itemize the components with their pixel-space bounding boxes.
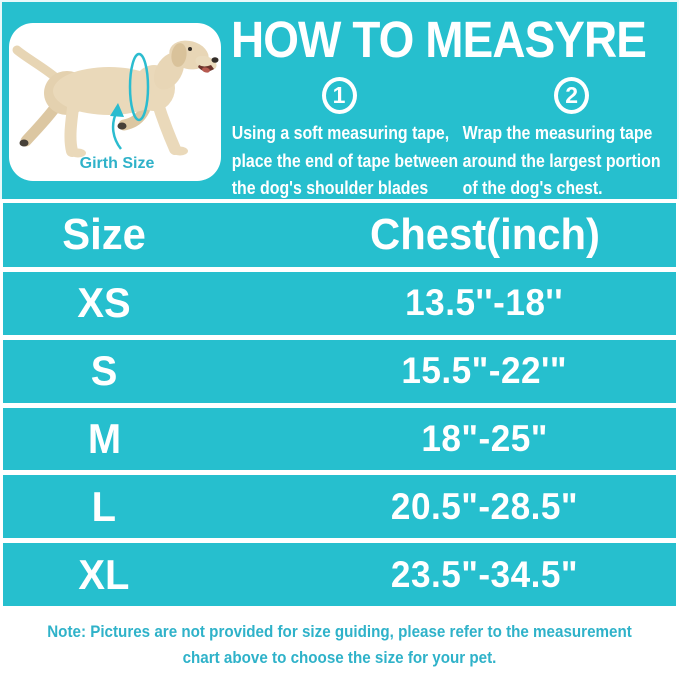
dog-tail [17,50,55,77]
size-cell: S [90,347,118,395]
dog-near-front-leg [157,101,175,149]
dog-near-hind-leg [70,108,73,151]
size-cell: XL [78,550,130,598]
size-cell: M [87,415,121,463]
table-row-l [3,470,676,538]
step-1-line: place the end of tape between [231,149,459,171]
table-header-row [3,203,676,267]
step-2-text [448,119,661,202]
step-1-line: the dog's shoulder blades [231,177,429,198]
note-section [0,606,679,673]
chest-cell: 15.5"-22'" [401,350,568,392]
column-header-size: Size [62,210,146,260]
size-cell: XS [77,279,131,327]
page-title: HOW TO MEASYRE [231,11,646,68]
step-1-line: Using a soft measuring tape, [231,122,450,143]
chest-cell: 20.5"-28.5" [390,485,579,527]
step-1-number: 1 [332,82,346,108]
note-line-2: chart above to choose the size for your pet. [182,649,497,667]
column-header-chest: Chest(inch) [369,210,600,260]
dog-nose [212,57,219,63]
dog-photo-card [9,23,221,181]
dog-far-hind-leg [26,105,57,141]
table-row-xl [3,538,676,606]
step-1 [230,77,459,202]
dog-eye [188,47,192,51]
note-line-1: Note: Pictures are not provided for size guiding, please refer to the measurement [47,623,632,641]
step-2-number-badge [554,77,589,114]
table-row-s [3,335,676,403]
chest-cell: 23.5"-34.5" [390,553,579,595]
size-cell: L [91,482,117,530]
dog-paw-tip [20,140,29,147]
step-2-line: Wrap the measuring tape [462,122,653,143]
measuring-steps [230,77,677,202]
step-2-line: around the largest portion [462,149,661,171]
table-row-m [3,403,676,471]
step-1-number-badge [322,77,357,114]
table-row-xs [3,267,676,335]
step-2-line: of the dog's chest. [462,177,603,198]
step-1-text [230,119,459,202]
chest-cell: 13.5''-18'' [405,282,564,324]
size-table [0,199,679,606]
step-2-number: 2 [565,82,578,108]
chest-cell: 18"-25" [421,418,548,460]
dog-paw-tip [118,123,127,130]
step-2 [448,77,679,202]
girth-size-label: Girth Size [79,155,155,172]
